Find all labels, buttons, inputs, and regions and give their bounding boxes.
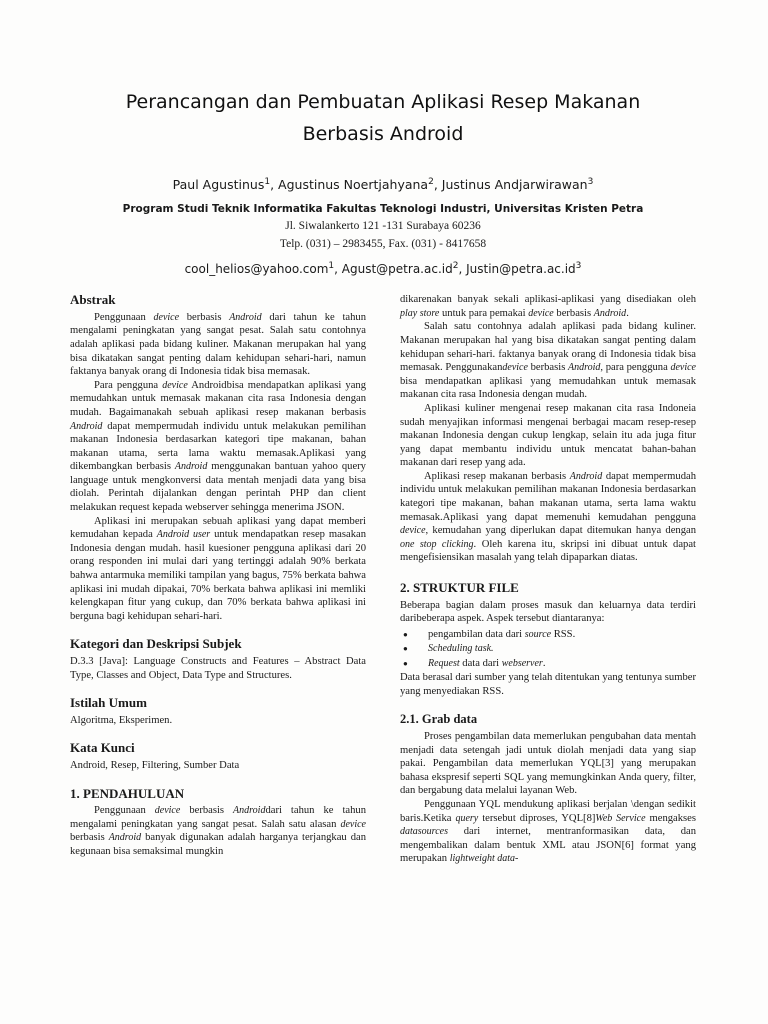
author-email[interactable]: cool_helios@yahoo.com (184, 262, 329, 277)
address: Jl. Siwalankerto 121 -131 Surabaya 60236 (285, 220, 481, 233)
grab-data-heading: 2.1. Grab data (400, 711, 478, 726)
category-text: D.3.3 [Java]: Language Constructs and Features – Abstract Data Type, Classes and Object, Data Type and Structures. (70, 656, 366, 681)
italic-term: Android (233, 805, 266, 817)
general-terms-heading: Istilah Umum (70, 695, 147, 711)
list-item: ● Request data dari webserver. (400, 657, 696, 672)
italic-term: Android (569, 470, 603, 482)
title-line-2: Berbasis Android (302, 123, 464, 145)
list-item: ● pengambilan data dari source RSS. (400, 628, 696, 643)
italic-term: device (400, 525, 426, 537)
author-email[interactable]: Agust@petra.ac.id (341, 262, 453, 277)
introduction-paragraph: Penggunaan device berbasis Androiddari tahun ke tahun mengalami peningkatan yang sangat pesat. Salah satu alasan device berbasis Android banyak digunakan adalah harganya terjangkau dan kegunaan bisa semaksimal mungkin (70, 805, 366, 857)
author-name: Paul Agustinus (172, 177, 265, 193)
italic-term: webserver (501, 657, 543, 669)
paper-header (70, 0, 696, 277)
category-heading: Kategori dan Deskripsi Subjek (70, 636, 242, 652)
general-terms-text: Algoritma, Eksperimen. (70, 714, 173, 726)
body-columns (70, 293, 696, 866)
footnote-marker: 2 (452, 261, 459, 272)
abstract-paragraph: Aplikasi ini merupakan sebuah aplikasi yang dapat memberi kemudahan kepada Android user untuk mendapatkan resep masakan Indonesia dengan mudah. hasil kuesioner pengguna aplikasi dari 20 orang responden ini mulai dari yang tertinggi adalah 90% berkata bahwa antarmuka memiliki tampilan yang bagus, 75% berkata bahwa aplikasi ini mudah dipakai, 70% berkata bahwa aplikasi ini memliki kelengkapan fitur yang cukup, dan 70% berkata bahwa aplikasi ini berguna bagi kehidupan sehari-hari. (70, 515, 366, 622)
italic-term: Android (229, 311, 262, 323)
italic-term: source (524, 628, 552, 640)
italic-term: device (670, 362, 696, 374)
right-column (400, 293, 696, 866)
author-name: Justinus Andjarwirawan (441, 177, 588, 193)
italic-term: Request (428, 657, 460, 669)
italic-term: Scheduling task. (428, 643, 494, 655)
abstract-paragraph: Para pengguna device Androidbisa mendapatkan aplikasi yang memudahkan untuk memasak makanan cita rasa Indonesia dengan mudah. Bagaimanakah sebuah aplikasi resep makanan berbasis Android dapat mempermudah individu untuk melakukan pemilihan makanan Indonesia berdasarkan kategori tipe makanan, bahan makanan utama, serta lama waktu memasak.Aplikasi yang dikembangkan berbasis Android menggunakan bantuan yahoo query language untuk mengkonversi data mentah menjadi data yang bisa diolah. Perintah dijalankan dengan perintah PHP dan client melakukan request kepada webserver sehingga menerima JSON. (70, 379, 366, 514)
italic-term: device (340, 818, 366, 830)
author-list: Paul Agustinus$^1$, Agustinus Noertjahyana$^2$, Justinus Andjarwirawan$^3$ (172, 177, 594, 193)
italic-term: device (153, 311, 180, 323)
author-name: Agustinus Noertjahyana (278, 177, 429, 193)
italic-term: device (162, 379, 188, 391)
structure-outro: Data berasal dari sumber yang telah ditentukan yang tentunya sumber yang menyediakan RSS. (400, 672, 696, 697)
introduction-paragraph: Salah satu contohnya adalah aplikasi pada bidang kuliner. Makanan merupakan hal yang bisa dikatakan sangat penting dalam kehidupan sehari-hari. faktanya banyak orang di Indonesia tidak bisa memasak. Penggunakandevice berbasis Android, para pengguna device bisa mendapatkan aplikasi yang memudahkan untuk memasak makanan cita rasa Indonesia dengan mudah. (400, 321, 696, 401)
title-line-1: Perancangan dan Pembuatan Aplikasi Resep Makanan (125, 91, 641, 113)
affiliation: Program Studi Teknik Informatika Fakultas Teknologi Industri, Universitas Kristen Petra (122, 203, 644, 216)
italic-term: Android (70, 420, 103, 432)
grab-data-paragraph: Proses pengambilan data memerlukan pengubahan data mentah menjadi data setengah jadi untuk diolah menjadi data yang siap pakai. Pengambilan data memerlukan YQL[3] yang merupakan bahasa ekspresif seperti SQL yang memungkinkan Anda query, filter, dan bergabung data melalui layanan Web. (400, 731, 696, 797)
abstract-heading: Abstrak (70, 292, 116, 308)
author-email[interactable]: Justin@petra.ac.id (466, 262, 576, 277)
italic-term: Android (108, 832, 142, 844)
italic-term: Android (174, 461, 208, 473)
structure-bullet-list (400, 628, 696, 672)
grab-data-paragraph: Penggunaan YQL mendukung aplikasi berjalan \dengan sedikit baris.Ketika query tersebut diproses, YQL[8]Web Service mengakses datasources dari internet, mentranformasikan data, dan mengembalikan dalam bentuk XML atau JSON[6] format yang merupakan lightweight data- (400, 799, 696, 865)
keywords-text: Android, Resep, Filtering, Sumber Data (70, 759, 240, 771)
italic-term: datasources (400, 826, 448, 838)
italic-term: play store (400, 307, 440, 319)
left-column (70, 293, 366, 866)
introduction-paragraph: Aplikasi kuliner mengenai resep makanan cita rasa Indoneia sudah menyajikan informasi mengenai berbagai macam resep-resep makanan Indonesia dengan cukup lengkap, selain itu ada juga fitur yang dapat membantu individu untuk mencatat bahan-bahan makanan dari resep yang ada. (400, 402, 696, 469)
phone-fax: Telp. (031) – 2983455, Fax. (031) - 8417658 (279, 238, 487, 251)
structure-heading: 2. STRUKTUR FILE (400, 580, 519, 596)
italic-term: one stop clicking (400, 538, 474, 550)
introduction-paragraph: Aplikasi resep makanan berbasis Android dapat mempermudah individu untuk melakukan pemilihan makanan Indonesia berdasarkan kategori tipe makanan, bahan makanan utama, serta lama waktu memasak.Aplikasi yang dapat memenuhi kemudahan pengguna device, kemudahan yang diperlukan dapat ditemukan hanya dengan one stop clicking. Oleh karena itu, skripsi ini dibuat untuk dapat mengefisiensikan masalah yang telah dipaparkan diatas. (400, 470, 696, 564)
list-item (400, 642, 696, 657)
footnote-marker: 1 (264, 177, 271, 187)
footnote-marker: 3 (587, 177, 594, 187)
italic-term: device (154, 805, 181, 817)
footnote-marker: 1 (328, 261, 335, 272)
footnote-marker: 3 (575, 261, 582, 272)
italic-term: device (502, 362, 528, 374)
italic-term: device (528, 307, 554, 319)
structure-intro: Beberapa bagian dalam proses masuk dan keluarnya data terdiri daribeberapa aspek. Aspek tersebut diantaranya: (400, 599, 696, 625)
footnote-marker: 2 (428, 177, 434, 187)
keywords-heading: Kata Kunci (70, 740, 135, 756)
email-list: cool_helios@yahoo.com$^1$, $Agust@petra.ac.id^2$, $Justin@petra.ac.id^3$ (184, 261, 582, 277)
italic-term: Android (567, 362, 601, 374)
italic-term: Web Service (595, 812, 646, 824)
italic-term: Android (593, 307, 627, 319)
abstract-paragraph: Penggunaan device berbasis Android dari tahun ke tahun mengalami peningkatan yang sangat pesat. Salah satu contohnya adalah aplikasi pada bidang kuliner. Makanan merupakan hal yang bisa dikatakan sangat penting dalam kehidupan sehari-hari, namun faktanya banyak orang di Indonesia tidak bisa memasak. (70, 311, 366, 378)
italic-term: lightweight data- (449, 853, 519, 865)
italic-term: query (455, 812, 479, 824)
introduction-paragraph-continued: dikarenakan banyak sekali aplikasi-aplikasi yang disediakan oleh play store untuk para pemakai device berbasis Android. (400, 294, 696, 319)
introduction-heading: 1. PENDAHULUAN (70, 785, 185, 801)
italic-term: Android user (156, 529, 211, 541)
paper-title (70, 86, 696, 150)
